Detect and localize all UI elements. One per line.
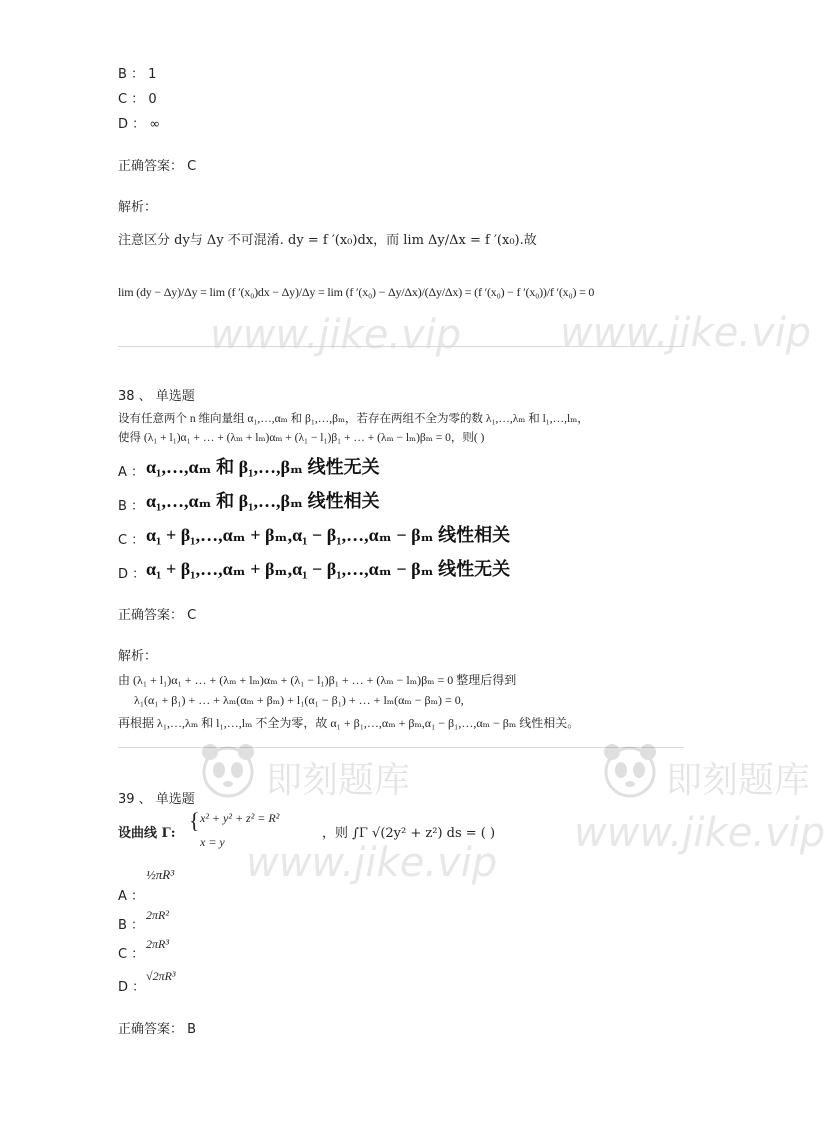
q37-analysis-line1: 注意区分 dy与 Δy 不可混淆. dy = f ′(x₀)dx，而 lim Δy/Δx = f ′(x₀).故 [118,233,537,248]
q39-header: 39 、 单选题 [118,792,195,807]
watermark-url: www.jike.vip [574,810,825,856]
q39-option-b: 2πR² [146,908,169,922]
q39-option-c: 2πR³ [146,937,169,951]
q39-stem-prefix: 设曲线 Γ: [118,826,176,841]
q39-brace: { [189,808,200,833]
q39-stem-eq2: x = y [200,835,225,849]
q38-option-c: α₁ + β₁,…,αₘ + βₘ,α₁ − β₁,…,αₘ − βₘ 线性相关 [146,525,511,545]
watermark-url: www.jike.vip [210,312,462,358]
q38-analysis-line3: 再根据 λ₁,…,λₘ 和 l₁,…,lₘ 不全为零，故 α₁ + β₁,…,αₘ + βₘ,α₁ − β₁,…,αₘ − βₘ 线性相关。 [118,716,580,730]
q38-option-d-label: D ： [118,567,146,582]
q38-stem-line2: 使得 (λ₁ + l₁)α₁ + … + (λₘ + lₘ)αₘ + (λ₁ − l₁)β₁ + … + (λₘ − lₘ)βₘ = 0，则( ) [118,432,485,444]
q38-option-b: α₁,…,αₘ 和 β₁,…,βₘ 线性相关 [146,491,380,511]
q37-analysis-label: 解析： [118,200,158,215]
q39-stem-eq1: x² + y² + z² = R² [200,811,280,825]
q38-option-a: α₁,…,αₘ 和 β₁,…,βₘ 线性无关 [146,457,380,477]
q39-option-a-label: A ： [118,889,145,904]
q37-option-c: C ： 0 [118,92,157,107]
q39-option-b-label: B ： [118,918,145,933]
q37-answer: 正确答案： C [118,159,197,174]
q39-option-c-label: C ： [118,947,145,962]
q38-option-a-label: A ： [118,465,145,480]
q37-option-d: D ： ∞ [118,117,161,132]
watermark-url: www.jike.vip [246,840,498,886]
q38-option-d: α₁ + β₁,…,αₘ + βₘ,α₁ − β₁,…,αₘ − βₘ 线性无关 [146,559,511,579]
q38-option-c-label: C ： [118,533,145,548]
q38-header: 38 、 单选题 [118,389,195,404]
q38-answer: 正确答案： C [118,608,197,623]
watermark-url: www.jike.vip [560,310,812,356]
divider [118,346,684,347]
q37-analysis-line2: lim (dy − Δy)/Δy = lim (f ′(x₀)dx − Δy)/Δy = lim (f ′(x₀) − Δy/Δx)/(Δy/Δx) = (f ′(x₀) − f ′(x₀))/f ′(x₀) = 0 [118,285,595,299]
watermark-cn: 即刻题库 [266,760,411,801]
q38-analysis-line2: λ₁(α₁ + β₁) + … + λₘ(αₘ + βₘ) + l₁(α₁ − β₁) + … + lₘ(αₘ − βₘ) = 0, [134,693,464,707]
q37-option-b: B ： 1 [118,67,157,82]
q39-stem-suffix: ，则 ∫Γ √(2y² + z²) ds = ( ) [322,826,496,841]
q39-option-d: √2πR³ [146,969,176,983]
watermark-cn: 即刻题库 [666,760,811,801]
q38-option-b-label: B ： [118,499,145,514]
q38-analysis-line1: 由 (λ₁ + l₁)α₁ + … + (λₘ + lₘ)αₘ + (λ₁ − l₁)β₁ + … + (λₘ − lₘ)βₘ = 0 整理后得到 [118,673,517,687]
q38-analysis-label: 解析： [118,649,158,664]
divider [118,747,684,748]
q39-option-d-label: D ： [118,980,146,995]
q39-option-a: ½πR³ [146,867,175,882]
q38-stem-line1: 设有任意两个 n 维向量组 α₁,…,αₘ 和 β₁,…,βₘ，若存在两组不全为零的数 λ₁,…,λₘ 和 l₁,…,lₘ， [118,413,589,425]
q39-answer: 正确答案： B [118,1022,197,1037]
